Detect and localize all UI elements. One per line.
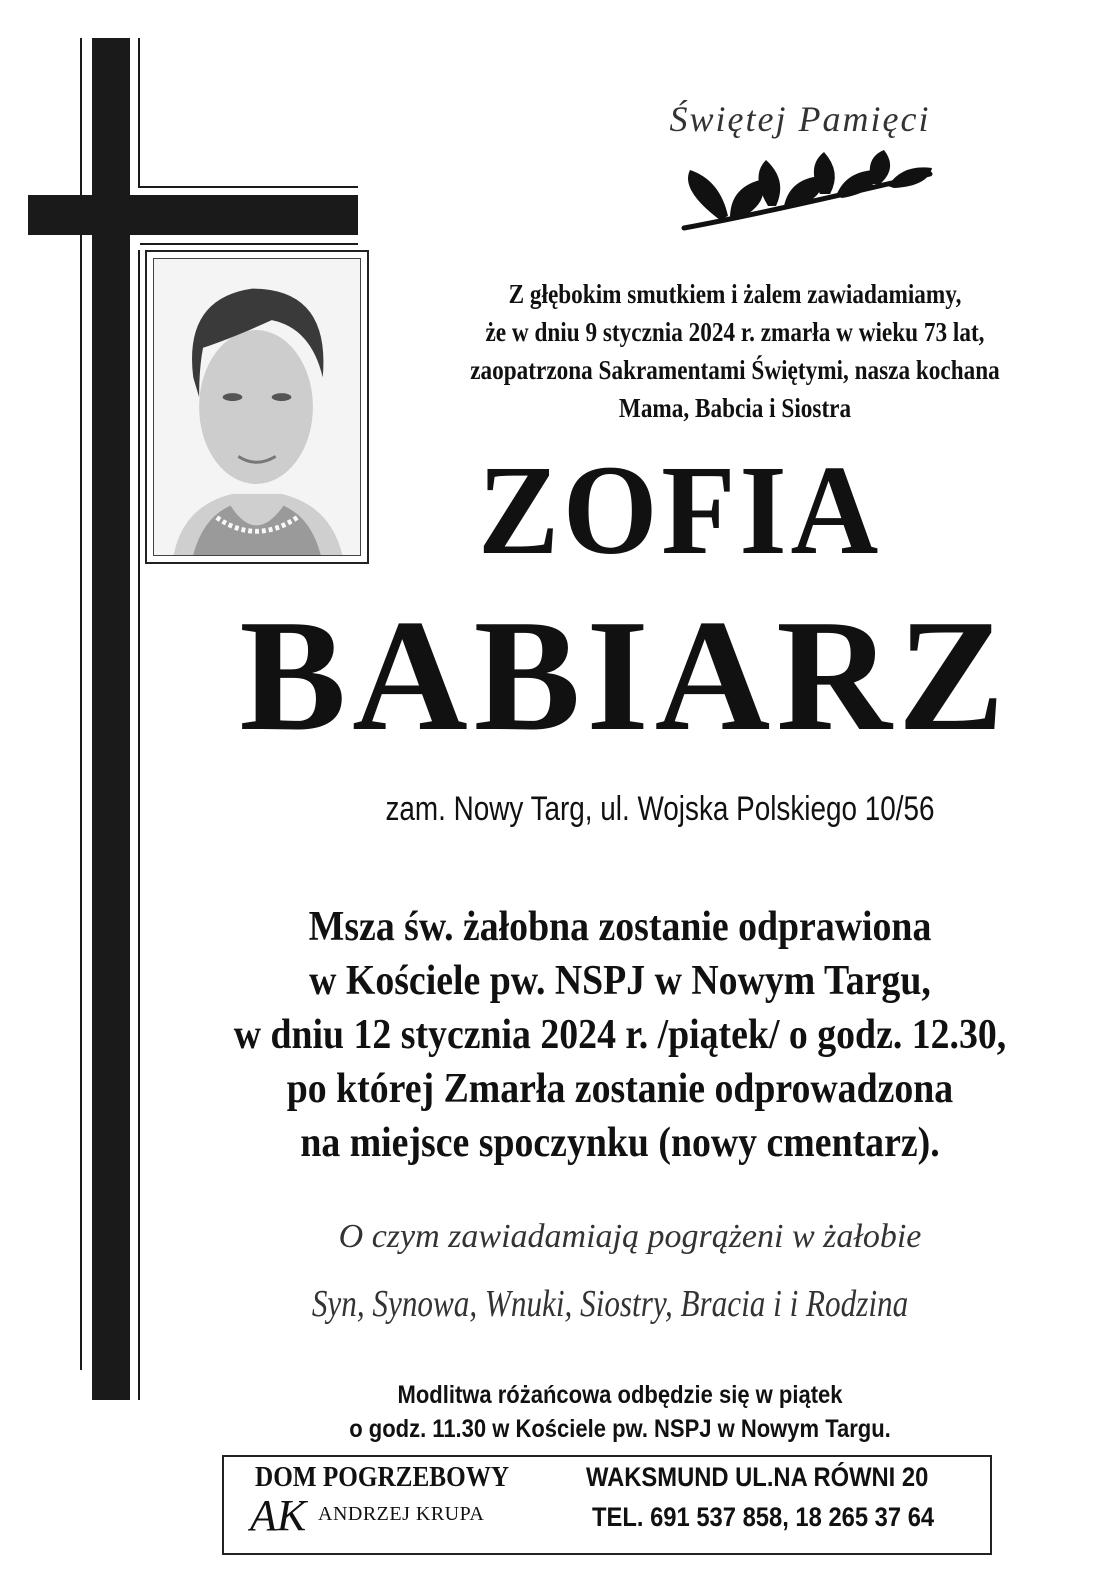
mourners-family: Syn, Synowa, Wnuki, Siostry, Bracia i i Rodzina [311,1283,909,1325]
intro-line: Z głębokim smutkiem i żalem zawiadamiamy, [508,279,962,309]
announcement-intro [434,275,1036,427]
funeral-home-owner: ANDRZEJ KRUPA [318,1503,485,1525]
portrait-image [153,258,361,556]
olive-branch-icon [680,150,940,240]
intro-line: że w dniu 9 stycznia 2024 r. zmarła w wieku 73 lat, [485,317,985,347]
funeral-details [197,900,1043,1170]
mourners-intro: O czym zawiadamiają pogrążeni w żałobie [338,1218,922,1255]
cross-outline-left-top [80,38,82,195]
intro-line: Mama, Babcia i Siostra [618,393,852,423]
funeral-line: po której Zmarła zostanie odprowadzona [286,1066,954,1112]
cross-vertical-bar [92,38,130,1400]
deceased-first-name: ZOFIA [477,439,883,581]
cross-outline-top-arm [140,186,358,188]
deceased-address: zam. Nowy Targ, ul. Wojska Polskiego 10/56 [385,790,935,828]
funeral-line: w Kościele pw. NSPJ w Nowym Targu, [309,958,931,1004]
funeral-line: w dniu 12 stycznia 2024 r. /piątek/ o godz. 12.30, [233,1012,1007,1058]
funeral-line: na miejsce spoczynku (nowy cmentarz). [300,1120,940,1166]
rosary-line: o godz. 11.30 w Kościele pw. NSPJ w Nowym Targu. [349,1415,891,1443]
rosary-line: Modlitwa różańcowa odbędzie się w piątek [397,1381,843,1409]
in-memory-heading: Świętej Pamięci [669,99,931,139]
rosary-notice [286,1378,955,1446]
funeral-home-name: DOM POGRZEBOWY [255,1462,510,1493]
portrait-photo [145,250,369,564]
cross-horizontal-bar [28,195,358,235]
funeral-home-phone: TEL. 691 537 858, 18 265 37 64 [592,1502,935,1532]
cross-outline-left-bottom [80,235,82,1370]
cross-outline-right-top [138,38,140,188]
logo-letters: AK [250,1491,307,1538]
funeral-home-address: WAKSMUND UL.NA RÓWNI 20 [586,1462,929,1492]
cross-outline-bottom-arm [140,243,358,245]
cross-outline-right-bottom [138,250,140,1400]
deceased-last-name: BABIARZ [239,586,1011,764]
intro-line: zaopatrzona Sakramentami Świętymi, nasza kochana [470,355,1000,385]
funeral-line: Msza św. żałobna zostanie odprawiona [308,904,932,950]
funeral-home-logo-icon [248,1488,312,1538]
